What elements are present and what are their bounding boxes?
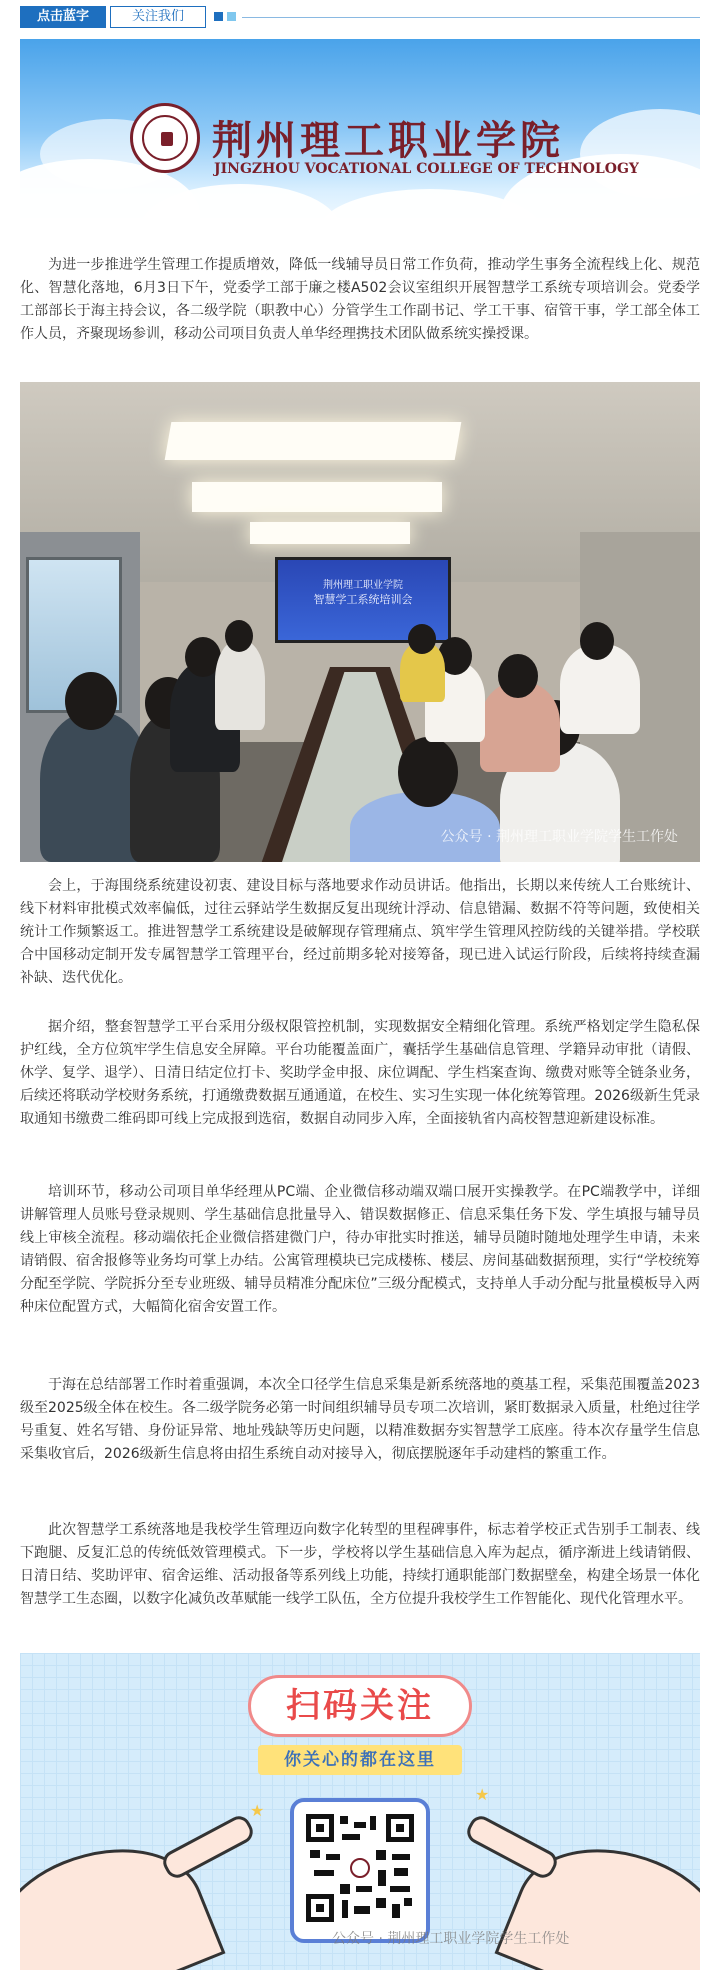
decor-square (214, 12, 223, 21)
qr-watermark: 公众号 · 荆州理工职业学院学生工作处 (332, 1931, 570, 1947)
school-seal-icon (130, 103, 200, 173)
star-icon: ★ (475, 1785, 490, 1804)
follow-bar (20, 6, 700, 28)
divider (242, 17, 700, 18)
photo-watermark: 公众号 · 荆州理工职业学院学生工作处 (440, 829, 678, 845)
pointing-finger-icon (159, 1812, 257, 1882)
qr-code[interactable] (306, 1814, 414, 1922)
school-banner (20, 39, 700, 241)
article-paragraph: 据介绍，整套智慧学工平台采用分级权限管控机制，实现数据安全精细化管理。系统严格划定学生隐私保护红线，全方位筑牢学生信息安全屏障。平台功能覆盖面广，囊括学生基础信息管理、学籍异动审批（请假、休学、复学、退学）、日清日结定位打卡、奖助学金申报、床位调配、学生档案查询、缴费对账等全链条业务，后续还将联动学校财务系统，打通缴费数据互通通道，在校生、实习生实现一体化统筹管理。2026级新生凭录取通知书缴费二维码即可线上完成报到选宿，数据自动同步入库，全面接轨省内高校智慧迎新建设标准。 (20, 1019, 700, 1127)
scan-follow-subtitle: 你关心的都在这里 (258, 1745, 462, 1775)
screen-line-1: 荆州理工职业学院 (323, 580, 403, 591)
screen-line-2: 智慧学工系统培训会 (313, 593, 413, 606)
article-paragraph: 于海在总结部署工作时着重强调，本次全口径学生信息采集是新系统落地的奠基工程，采集范围覆盖2023级至2025级全体在校生。各二级学院务必第一时间组织辅导员专项二次培训，紧盯数据录入质量，杜绝过往学号重复、姓名写错、身份证异常、地址残缺等历史问题，以精准数据夯实智慧学工底座。待本次存量学生信息采集收官后，2026级新生信息将由招生系统自动对接导入，彻底摆脱逐年手动建档的繁重工作。 (20, 1377, 700, 1462)
follow-us-tag[interactable]: 关注我们 (110, 6, 206, 28)
decor-square (227, 12, 236, 21)
pointing-finger-icon (463, 1812, 561, 1882)
school-seal-icon (350, 1858, 370, 1878)
school-name-cn: 荆州理工职业学院 (212, 117, 564, 164)
article-paragraph: 会上，于海围绕系统建设初衷、建设目标与落地要求作动员讲话。他指出，长期以来传统人工台账统计、线下材料审批模式效率偏低，过往云驿站学生数据反复出现统计浮动、信息错漏、数据不符等问题，致使相关统计工作频繁返工。推进智慧学工系统建设是破解现存管理痛点、筑牢学生管理风控防线的关键举措。学校联合中国移动定制开发专属智慧学工管理平台，经过前期多轮对接筹备，现已进入试运行阶段，后续将持续查漏补缺、迭代优化。 (20, 878, 700, 986)
click-blue-text-tag[interactable]: 点击蓝字 (20, 6, 106, 28)
qr-code-frame (290, 1798, 430, 1943)
qr-follow-panel (20, 1653, 700, 1970)
school-name-en: JINGZHOU VOCATIONAL COLLEGE OF TECHNOLOGY (214, 161, 639, 177)
scan-follow-title: 扫码关注 (248, 1675, 472, 1737)
star-icon: ★ (250, 1801, 265, 1820)
article-paragraph: 培训环节，移动公司项目单华经理从PC端、企业微信移动端双端口展开实操教学。在PC端教学中，详细讲解管理人员账号登录规则、学生基础信息批量导入、错误数据修正、信息采集任务下发、学生填报与辅导员线上审核全流程。移动端依托企业微信搭建微门户，待办审批实时推送，辅导员随时随地处理学生申请，未来请销假、宿舍报修等业务均可掌上办结。公寓管理模块已完成楼栋、楼层、房间基础数据预理，实行“学校统筹分配至学院、学院拆分至专业班级、辅导员精准分配床位”三级分配模式，支持单人手动分配与批量模板导入两种床位配置方式，大幅简化宿舍安置工作。 (20, 1184, 700, 1315)
article-paragraph: 为进一步推进学生管理工作提质增效，降低一线辅导员日常工作负荷，推动学生事务全流程线上化、规范化、智慧化落地，6月3日下午，党委学工部于廉之楼A502会议室组织开展智慧学工系统专项培训会。党委学工部部长于海主持会议，各二级学院（职教中心）分管学生工作副书记、学工干事、宿管干事，学工部全体工作人员，齐聚现场参训，移动公司项目负责人单华经理携技术团队做系统实操授课。 (20, 257, 700, 342)
article-paragraph: 此次智慧学工系统落地是我校学生管理迈向数字化转型的里程碑事件，标志着学校正式告别手工制表、线下跑腿、反复汇总的传统低效管理模式。下一步，学校将以学生基础信息入库为起点，循序渐进上线请销假、日清日结、奖助评审、宿舍运维、活动报备等系列线上功能，持续打通职能部门数据壁垒，构建全场景一体化智慧学工生态圈，以数字化减负改革赋能一线学工队伍，全方位提升我校学生工作智能化、现代化管理水平。 (20, 1522, 700, 1607)
meeting-photo (20, 382, 700, 862)
